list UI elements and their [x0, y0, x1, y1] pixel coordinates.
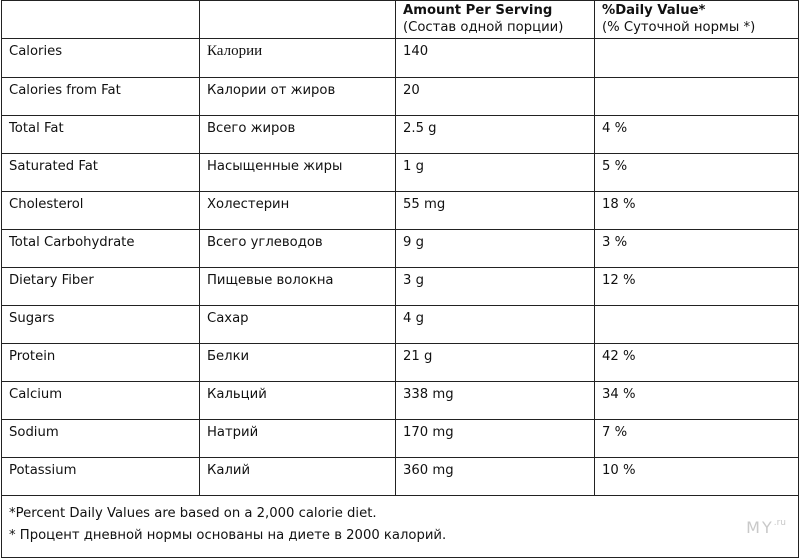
daily-value-cell: 12 %: [595, 268, 799, 306]
nutrient-rows: [2, 39, 799, 496]
amount-cell: 170 mg: [396, 420, 595, 458]
daily-value-cell: [595, 39, 799, 78]
footnote-ru: * Процент дневной нормы основаны на диете в 2000 калорий.: [9, 528, 447, 543]
daily-value-cell: 3 %: [595, 230, 799, 268]
nutrition-table: [1, 0, 799, 558]
amount-cell: 1 g: [396, 154, 595, 192]
header-daily-value: [595, 1, 799, 39]
daily-value-cell: 18 %: [595, 192, 799, 230]
daily-value-cell: 4 %: [595, 116, 799, 154]
daily-value-cell: 34 %: [595, 382, 799, 420]
daily-value-cell: 42 %: [595, 344, 799, 382]
amount-cell: 140: [396, 39, 595, 78]
table-row: [2, 230, 799, 268]
header-nutrient-en: [2, 1, 200, 39]
nutrient-name-ru: Калории от жиров: [200, 78, 396, 116]
nutrient-name-en: Protein: [2, 344, 200, 382]
table-row: [2, 306, 799, 344]
daily-value-cell: 5 %: [595, 154, 799, 192]
table-row: [2, 192, 799, 230]
daily-value-cell: [595, 306, 799, 344]
table-row: [2, 39, 799, 78]
table-row: [2, 78, 799, 116]
table-row: [2, 344, 799, 382]
amount-cell: 4 g: [396, 306, 595, 344]
nutrient-name-ru: Пищевые волокна: [200, 268, 396, 306]
nutrient-name-en: Sodium: [2, 420, 200, 458]
nutrient-name-en: Cholesterol: [2, 192, 200, 230]
nutrient-name-ru: Калий: [200, 458, 396, 496]
footnote-row: [2, 496, 799, 558]
amount-cell: 9 g: [396, 230, 595, 268]
nutrient-name-en: Calories: [2, 39, 200, 78]
nutrient-name-en: Total Carbohydrate: [2, 230, 200, 268]
nutrient-name-ru: Насыщенные жиры: [200, 154, 396, 192]
amount-cell: 2.5 g: [396, 116, 595, 154]
nutrient-name-en: Total Fat: [2, 116, 200, 154]
nutrient-name-en: Saturated Fat: [2, 154, 200, 192]
footnote-cell: [2, 496, 799, 558]
amount-title: Amount Per Serving: [403, 3, 553, 18]
nutrient-name-en: Dietary Fiber: [2, 268, 200, 306]
amount-cell: 21 g: [396, 344, 595, 382]
daily-value-cell: 10 %: [595, 458, 799, 496]
nutrient-name-ru: Всего углеводов: [200, 230, 396, 268]
nutrient-name-ru: Натрий: [200, 420, 396, 458]
nutrient-name-ru: Всего жиров: [200, 116, 396, 154]
table-row: [2, 154, 799, 192]
table-row: [2, 268, 799, 306]
amount-cell: 20: [396, 78, 595, 116]
nutrient-name-ru: Белки: [200, 344, 396, 382]
nutrient-name-ru: Калории: [200, 39, 396, 78]
amount-cell: 3 g: [396, 268, 595, 306]
watermark-logo: [746, 518, 786, 537]
table-row: [2, 458, 799, 496]
nutrient-name-en: Sugars: [2, 306, 200, 344]
nutrient-name-ru: Сахар: [200, 306, 396, 344]
header-nutrient-ru: [200, 1, 396, 39]
amount-cell: 55 mg: [396, 192, 595, 230]
watermark-suffix: .ru: [773, 518, 786, 528]
nutrient-name-en: Calories from Fat: [2, 78, 200, 116]
header-row: [2, 1, 799, 39]
amount-cell: 338 mg: [396, 382, 595, 420]
table-row: [2, 116, 799, 154]
daily-value-title: %Daily Value*: [602, 3, 706, 18]
nutrient-name-en: Calcium: [2, 382, 200, 420]
amount-cell: 360 mg: [396, 458, 595, 496]
footnote-en: *Percent Daily Values are based on a 2,000 calorie diet.: [9, 506, 377, 521]
watermark-text: MY: [746, 518, 774, 537]
table-row: [2, 420, 799, 458]
amount-subtitle: (Состав одной порции): [403, 20, 564, 35]
nutrient-name-en: Potassium: [2, 458, 200, 496]
header-amount: [396, 1, 595, 39]
nutrient-name-ru: Холестерин: [200, 192, 396, 230]
daily-value-cell: 7 %: [595, 420, 799, 458]
daily-value-subtitle: (% Суточной нормы *): [602, 20, 756, 35]
daily-value-cell: [595, 78, 799, 116]
table-row: [2, 382, 799, 420]
nutrient-name-ru: Кальций: [200, 382, 396, 420]
